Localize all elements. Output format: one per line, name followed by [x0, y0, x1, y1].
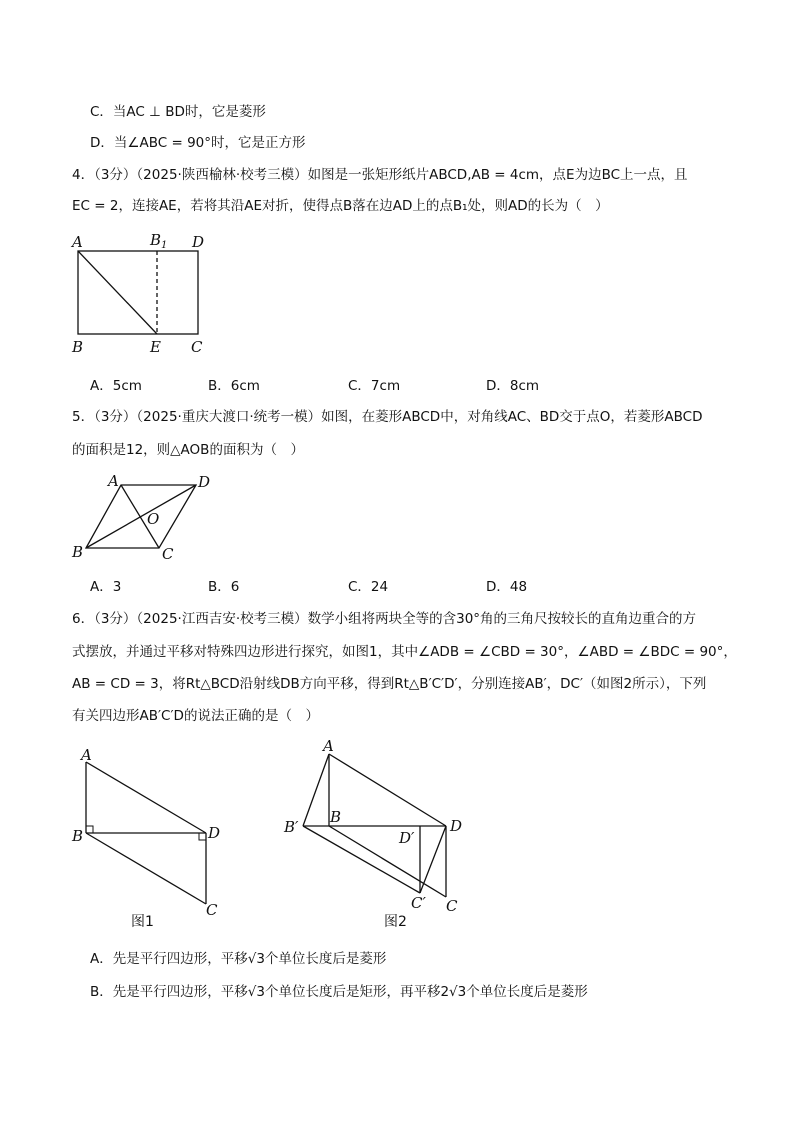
q4-label-c: C — [191, 338, 203, 356]
q6-f2-label-a: A — [323, 737, 334, 755]
q4-option-c: C．7cm — [348, 378, 401, 394]
q4-stem-line1: 4．（3分）（2025·陕西榆林·校考三模）如图是一张矩形纸片ABCD,AB = 4cm，点E为边BC上一点，且 — [72, 167, 688, 183]
q6-f1-label-a: A — [81, 746, 92, 764]
q5-label-d: D — [198, 473, 211, 491]
q4-label-b: B — [72, 338, 84, 356]
q4-label-a: A — [72, 233, 83, 251]
q6-f2-segment-abp — [303, 754, 329, 826]
q5-option-a: A．3 — [90, 579, 122, 595]
q4-stem-line2: EC = 2，连接AE，若将其沿AE对折，使得点B落在边AD上的点B₁处，则AD的长为（ ） — [72, 198, 609, 214]
q6-f1-label-d: D — [208, 824, 221, 842]
q4-option-b: B．6cm — [208, 378, 260, 394]
q4-label-d: D — [192, 233, 205, 251]
q5-stem-line2: 的面积是12，则△AOB的面积为（ ） — [72, 442, 304, 458]
q6-f2-label-d: D — [450, 817, 463, 835]
q6-f2-segment-dcp — [420, 826, 446, 893]
q6-f1-caption: 图1 — [131, 914, 154, 930]
q4-label-b1: $B_1$ — [150, 231, 168, 251]
q5-label-b: B — [72, 543, 84, 561]
q6-stem-line1: 6．（3分）（2025·江西吉安·校考三模）数学小组将两块全等的含30°角的三角尺按较长的直角边重合的方 — [72, 611, 697, 627]
q6-stem-line2: 式摆放，并通过平移对特殊四边形进行探究，如图1，其中∠ADB = ∠CBD = 30°，∠ABD = ∠BDC = 90°， — [72, 644, 737, 660]
q6-f2-label-bp: B′ — [284, 818, 299, 836]
q6-f1-label-b: B — [72, 827, 84, 845]
q5-label-o: O — [147, 510, 160, 528]
q6-option-b: B．先是平行四边形，平移√3个单位长度后是矩形，再平移2√3个单位长度后是菱形 — [90, 984, 588, 1000]
q4-option-d: D．8cm — [486, 378, 540, 394]
q6-f1-label-c: C — [206, 901, 218, 919]
q3-option-c: C．当AC ⊥ BD时，它是菱形 — [90, 104, 266, 120]
q5-option-b: B．6 — [208, 579, 240, 595]
q5-label-c: C — [162, 545, 174, 563]
q5-option-d: D．48 — [486, 579, 528, 595]
q6-f2-label-cp: C′ — [411, 894, 426, 912]
q6-f2-segment-bc — [329, 826, 446, 897]
q5-option-c: C．24 — [348, 579, 389, 595]
q6-f2-label-c: C — [446, 897, 458, 915]
q4-label-e: E — [150, 338, 161, 356]
q3-option-d: D．当∠ABC = 90°时，它是正方形 — [90, 135, 306, 151]
q6-f2-label-dp: D′ — [399, 829, 415, 847]
q6-stem-line4: 有关四边形AB′C′D的说法正确的是（ ） — [72, 708, 319, 724]
q6-option-a: A．先是平行四边形，平移√3个单位长度后是菱形 — [90, 951, 387, 967]
q5-label-a: A — [108, 472, 119, 490]
q6-stem-line3: AB = CD = 3，将Rt△BCD沿射线DB方向平移，得到Rt△B′C′D′，分别连接AB′，DC′（如图2所示），下列 — [72, 676, 707, 692]
q5-stem-line1: 5．（3分）（2025·重庆大渡口·统考一模）如图，在菱形ABCD中，对角线AC、BD交于点O，若菱形ABCD — [72, 409, 703, 425]
q6-f2-caption: 图2 — [384, 914, 407, 930]
q6-f2-label-b: B — [330, 808, 342, 826]
q6-f2-segment-ad — [329, 754, 446, 826]
q4-option-a: A．5cm — [90, 378, 142, 394]
